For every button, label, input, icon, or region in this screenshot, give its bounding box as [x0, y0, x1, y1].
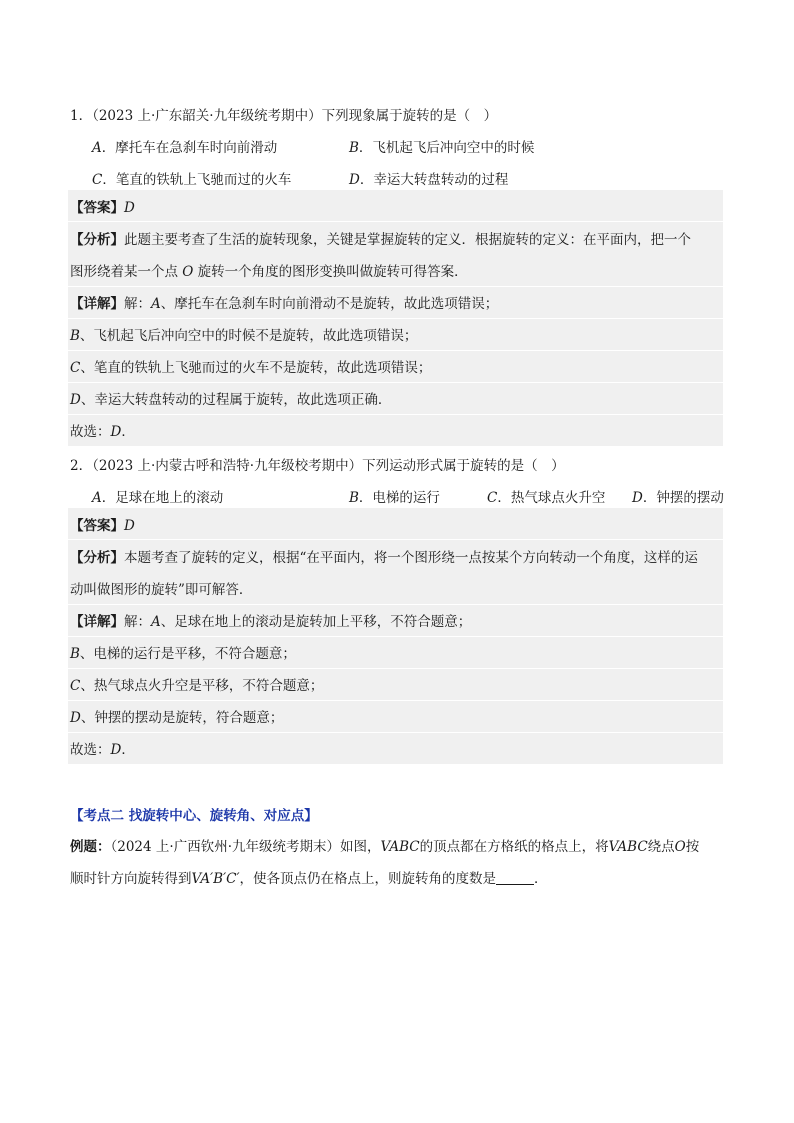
divider	[68, 221, 723, 222]
q1-analysis-line-2: 图形绕着某一个点 O 旋转一个角度的图形变换叫做旋转可得答案．	[70, 264, 468, 280]
q2-detail-line-1: 【详解】解：A、足球在地上的滚动是旋转加上平移，不符合题意；	[70, 614, 472, 630]
q2-detail-line-4: D、钟摆的摆动是旋转，符合题意；	[70, 710, 284, 726]
divider	[68, 382, 723, 383]
q1-option-b: B．飞机起飞后冲向空中的时候	[349, 140, 535, 156]
answer-blank[interactable]	[496, 870, 534, 885]
q1-detail-line-2: B、飞机起飞后冲向空中的时候不是旋转，故此选项错误；	[70, 328, 418, 344]
divider	[68, 604, 723, 605]
q2-detail-line-2: B、电梯的运行是平移，不符合题意；	[70, 646, 296, 662]
q1-option-a: A．摩托车在急刹车时向前滑动	[92, 140, 278, 156]
q1-option-c: C．笔直的铁轨上飞驰而过的火车	[92, 172, 292, 188]
divider	[68, 732, 723, 733]
divider	[68, 700, 723, 701]
divider	[68, 539, 723, 540]
q1-answer: 【答案】D	[70, 200, 135, 216]
q2-option-b: B．电梯的运行	[349, 490, 440, 506]
q2-analysis-line-1: 【分析】本题考查了旋转的定义，根据“在平面内，将一个图形绕一点按某个方向转动一个角度，这样的运	[70, 550, 698, 566]
q2-option-a: A．足球在地上的滚动	[92, 490, 224, 506]
example-line-1: 例题：（2024 上·广西钦州·九年级统考期末）如图，VABC的顶点都在方格纸的格点上，将VABC绕点O按	[70, 839, 700, 855]
example-line-2: 顺时针方向旋转得到VA′B′C′，使各顶点仍在格点上，则旋转角的度数是 ．	[70, 871, 548, 887]
divider	[68, 318, 723, 319]
q2-answer: 【答案】D	[70, 518, 135, 534]
divider	[68, 414, 723, 415]
divider	[68, 350, 723, 351]
q2-option-d: D．钟摆的摆动	[632, 490, 724, 506]
q1-choose: 故选：D．	[70, 424, 135, 440]
q1-detail-line-3: C、笔直的铁轨上飞驰而过的火车不是旋转，故此选项错误；	[70, 360, 432, 376]
q2-analysis-line-2: 动叫做图形的旋转”即可解答．	[70, 582, 253, 598]
divider	[68, 668, 723, 669]
q1-detail-line-4: D、幸运大转盘转动的过程属于旋转，故此选项正确．	[70, 392, 392, 408]
q2-option-c: C．热气球点火升空	[487, 490, 606, 506]
q1-analysis-line-1: 【分析】此题主要考查了生活的旋转现象，关键是掌握旋转的定义．根据旋转的定义：在平面内，把一个	[70, 232, 691, 248]
q2-choose: 故选：D．	[70, 742, 135, 758]
q2-detail-line-3: C、热气球点火升空是平移，不符合题意；	[70, 678, 324, 694]
divider	[68, 286, 723, 287]
question-2-title: 2．（2023 上·内蒙古呼和浩特·九年级校考期中）下列运动形式属于旋转的是（ ）	[70, 458, 565, 474]
divider	[68, 636, 723, 637]
q1-detail-line-1: 【详解】解：A、摩托车在急刹车时向前滑动不是旋转，故此选项错误；	[70, 296, 499, 312]
question-1-title: 1．（2023 上·广东韶关·九年级统考期中）下列现象属于旋转的是（ ）	[70, 108, 498, 124]
q1-option-d: D．幸运大转盘转动的过程	[349, 172, 509, 188]
section-heading: 【考点二 找旋转中心、旋转角、对应点】	[70, 808, 318, 824]
